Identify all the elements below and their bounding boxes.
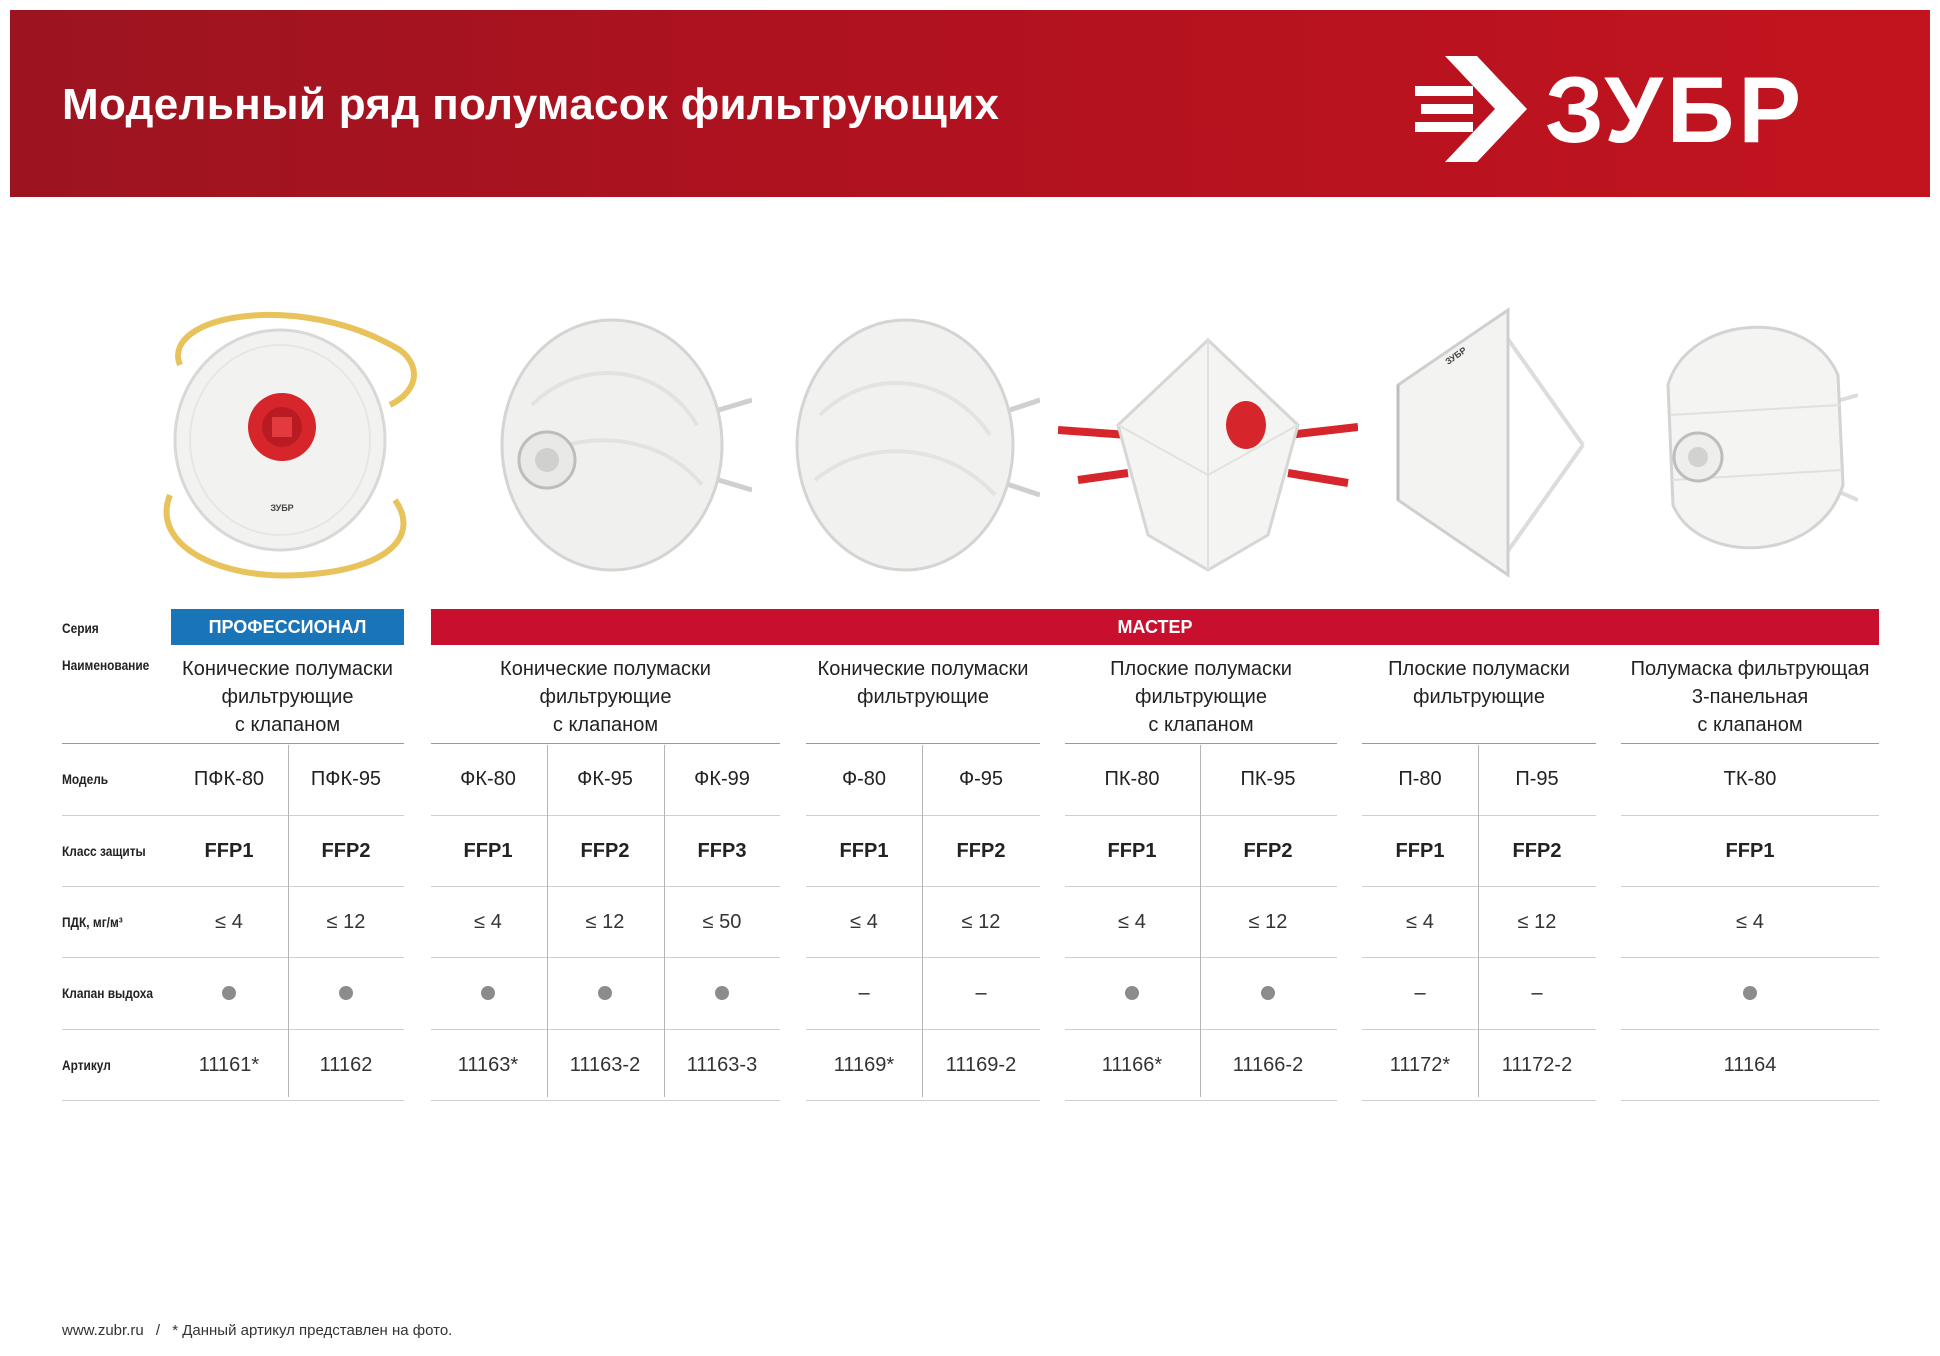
cell-pdk: ≤ 4 <box>1736 911 1764 933</box>
cell-cls: FFP2 <box>956 840 1006 862</box>
svg-text:ЗУБР: ЗУБР <box>1443 345 1469 367</box>
group-name-1: Конические полумаски фильтрующие с клапаном <box>500 658 711 736</box>
cell-model: П-95 <box>1515 768 1559 790</box>
valve-dot-icon <box>1125 986 1139 1000</box>
table-rule <box>1065 1029 1337 1030</box>
group-name-0: Конические полумаски фильтрующие с клапаном <box>182 658 393 736</box>
table-rule <box>62 1029 404 1030</box>
cell-valve_text: – <box>1414 982 1426 1004</box>
cell-pdk: ≤ 12 <box>1248 911 1288 933</box>
page-title: Модельный ряд полумасок фильтрующих <box>62 80 1000 129</box>
photo-conical-valve-mask-yellow <box>140 295 425 585</box>
table-rule <box>806 1100 1040 1101</box>
table-rule <box>1621 815 1879 816</box>
cell-model: П-80 <box>1398 768 1442 790</box>
cell-model: ПФК-80 <box>193 768 265 790</box>
cell-pdk: ≤ 12 <box>1517 911 1557 933</box>
cell-cls: FFP1 <box>463 840 513 862</box>
table-rule <box>1362 1100 1596 1101</box>
label-name: Наименование <box>62 657 150 673</box>
photo-flat-valve-mask <box>1058 295 1358 585</box>
table-rule <box>431 1100 780 1101</box>
cell-cls: FFP2 <box>580 840 630 862</box>
photo-three-panel-valve-mask <box>1648 295 1858 585</box>
cell-pdk: ≤ 12 <box>961 911 1001 933</box>
footer-separator: / <box>155 1322 161 1339</box>
cell-cls: FFP1 <box>1725 840 1775 862</box>
table-rule <box>1621 886 1879 887</box>
series-master-badge: МАСТЕР <box>431 609 1879 645</box>
table-rule <box>1362 743 1596 744</box>
svg-text:ЗУБР: ЗУБР <box>270 503 294 513</box>
group-name-2: Конические полумаски фильтрующие <box>817 658 1029 708</box>
table-rule <box>1065 886 1337 887</box>
label-article: Артикул <box>62 1057 111 1073</box>
cell-cls: FFP1 <box>1107 840 1157 862</box>
footer <box>62 1322 452 1339</box>
valve-dot-icon <box>1261 986 1275 1000</box>
cell-sku: 11163-3 <box>686 1054 758 1076</box>
brand-wordmark: ЗУБР <box>1545 57 1806 162</box>
valve-dot-icon <box>481 986 495 1000</box>
cell-sku: 11161* <box>198 1054 260 1076</box>
table-rule <box>62 957 404 958</box>
column-separator <box>922 745 923 1097</box>
table-rule <box>431 743 780 744</box>
table-rule <box>806 886 1040 887</box>
table-rule <box>806 957 1040 958</box>
cell-cls: FFP1 <box>204 840 254 862</box>
cell-model: ПК-80 <box>1104 768 1160 790</box>
header-banner <box>10 10 1930 197</box>
table-rule <box>1362 815 1596 816</box>
group-name-5: Полумаска фильтрующая 3-панельная с клапаном <box>1630 658 1870 736</box>
valve-dot-icon <box>222 986 236 1000</box>
column-separator <box>547 745 548 1097</box>
valve-dot-icon <box>598 986 612 1000</box>
cell-cls: FFP2 <box>1243 840 1293 862</box>
photo-conical-mask-no-valve <box>790 295 1040 585</box>
valve-dot-icon <box>1743 986 1757 1000</box>
label-protection-class: Класс защиты <box>62 843 146 859</box>
table-rule <box>431 886 780 887</box>
table-rule <box>1621 743 1879 744</box>
cell-cls: FFP1 <box>1395 840 1445 862</box>
table-rule <box>62 1100 404 1101</box>
column-separator <box>664 745 665 1097</box>
zubr-emblem-icon <box>1415 52 1535 167</box>
cell-sku: 11166* <box>1101 1054 1163 1076</box>
cell-pdk: ≤ 50 <box>702 911 742 933</box>
cell-model: ФК-95 <box>577 768 633 790</box>
column-separator <box>1478 745 1479 1097</box>
table-rule <box>431 957 780 958</box>
group-name-3: Плоские полумаски фильтрующие с клапаном <box>1110 658 1292 736</box>
cell-valve_text: – <box>1531 982 1543 1004</box>
cell-sku: 11162 <box>319 1054 373 1076</box>
table-rule <box>1065 815 1337 816</box>
valve-dot-icon <box>715 986 729 1000</box>
footer-site-link[interactable]: www.zubr.ru <box>62 1322 144 1339</box>
cell-model: Ф-80 <box>841 768 887 790</box>
table-rule <box>1065 1100 1337 1101</box>
cell-valve_text: – <box>858 982 870 1004</box>
table-rule <box>806 815 1040 816</box>
photo-flat-mask <box>1388 295 1593 585</box>
cell-pdk: ≤ 4 <box>850 911 878 933</box>
cell-cls: FFP2 <box>321 840 371 862</box>
photo-conical-valve-mask-white <box>492 295 752 585</box>
table-rule <box>431 815 780 816</box>
cell-sku: 11172* <box>1389 1054 1451 1076</box>
cell-pdk: ≤ 4 <box>1118 911 1146 933</box>
cell-sku: 11172-2 <box>1501 1054 1573 1076</box>
table-rule <box>1362 886 1596 887</box>
table-rule <box>1065 957 1337 958</box>
column-separator <box>288 745 289 1097</box>
cell-pdk: ≤ 4 <box>1406 911 1434 933</box>
group-name-4: Плоские полумаски фильтрующие <box>1388 658 1570 708</box>
cell-model: ТК-80 <box>1723 768 1777 790</box>
cell-pdk: ≤ 12 <box>326 911 366 933</box>
table-rule <box>1065 743 1337 744</box>
table-rule <box>1621 957 1879 958</box>
cell-sku: 11166-2 <box>1232 1054 1304 1076</box>
cell-sku: 11164 <box>1723 1054 1777 1076</box>
cell-model: ПК-95 <box>1240 768 1296 790</box>
table-rule <box>1362 1029 1596 1030</box>
table-rule <box>62 815 404 816</box>
table-rule <box>806 743 1040 744</box>
label-pdk: ПДК, мг/м³ <box>62 914 123 930</box>
label-model: Модель <box>62 771 109 787</box>
cell-valve_text: – <box>975 982 987 1004</box>
table-rule <box>806 1029 1040 1030</box>
table-rule <box>62 743 404 744</box>
table-rule <box>431 1029 780 1030</box>
cell-model: Ф-95 <box>958 768 1004 790</box>
brand-logo <box>1415 52 1895 167</box>
cell-sku: 11169* <box>833 1054 895 1076</box>
cell-sku: 11163* <box>457 1054 519 1076</box>
cell-sku: 11169-2 <box>945 1054 1017 1076</box>
label-valve: Клапан выдоха <box>62 985 153 1001</box>
cell-cls: FFP3 <box>697 840 747 862</box>
cell-cls: FFP2 <box>1512 840 1562 862</box>
cell-pdk: ≤ 4 <box>474 911 502 933</box>
table-rule <box>1621 1100 1879 1101</box>
cell-model: ПФК-95 <box>310 768 382 790</box>
cell-cls: FFP1 <box>839 840 889 862</box>
label-series: Серия <box>62 620 99 636</box>
cell-model: ФК-99 <box>694 768 750 790</box>
valve-dot-icon <box>339 986 353 1000</box>
series-professional-badge: ПРОФЕССИОНАЛ <box>171 609 404 645</box>
cell-pdk: ≤ 4 <box>215 911 243 933</box>
cell-model: ФК-80 <box>460 768 516 790</box>
table-rule <box>1362 957 1596 958</box>
cell-sku: 11163-2 <box>569 1054 641 1076</box>
column-separator <box>1200 745 1201 1097</box>
table-rule <box>62 886 404 887</box>
cell-pdk: ≤ 12 <box>585 911 625 933</box>
table-rule <box>1621 1029 1879 1030</box>
footer-note: * Данный артикул представлен на фото. <box>172 1322 453 1339</box>
